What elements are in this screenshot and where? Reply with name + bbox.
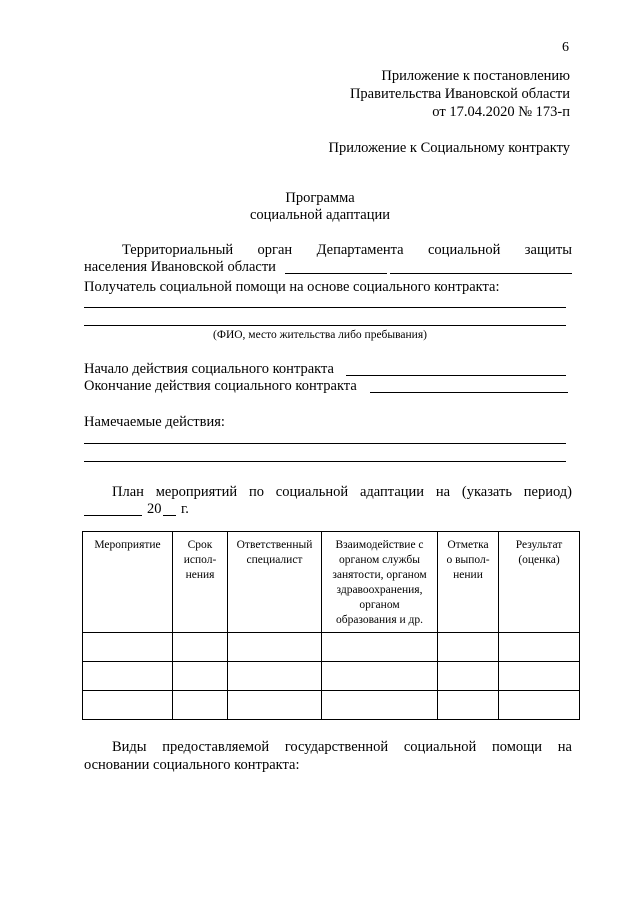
territorial-blank-2[interactable] <box>390 273 572 274</box>
plan-word: адаптации <box>359 484 425 500</box>
territorial-word: орган <box>257 242 293 258</box>
table-cell[interactable] <box>228 633 322 662</box>
territorial-word: социальной <box>428 242 501 258</box>
appendix-line-1: Приложение к постановлению <box>381 68 570 84</box>
plan-word: период) <box>523 484 572 500</box>
assistance-word: предоставляемой <box>162 739 270 755</box>
appendix-line-3: от 17.04.2020 № 173-п <box>432 104 570 120</box>
contract-end-blank[interactable] <box>370 392 568 393</box>
program-title: Программа <box>285 190 355 206</box>
territorial-word: защиты <box>524 242 572 258</box>
table-cell[interactable] <box>173 691 228 720</box>
table-cell[interactable] <box>83 691 173 720</box>
table-cell[interactable] <box>322 691 438 720</box>
plan-line-1 <box>112 484 572 501</box>
plan-word: План <box>112 484 144 500</box>
assistance-word: на <box>557 739 572 755</box>
actions-blank-2[interactable] <box>84 461 566 462</box>
table-cell[interactable] <box>438 633 499 662</box>
plan-word: социальной <box>275 484 349 500</box>
table-cell[interactable] <box>499 662 580 691</box>
header-completion-mark: Отметка о выпол- нении <box>438 532 499 633</box>
plan-word: (указать <box>461 484 512 500</box>
table-cell[interactable] <box>173 633 228 662</box>
assistance-word: помощи <box>491 739 543 755</box>
plan-year-blank[interactable] <box>163 515 176 516</box>
actions-blank-1[interactable] <box>84 443 566 444</box>
territorial-line-1 <box>122 242 572 259</box>
contract-end-label: Окончание действия социального контракта <box>84 378 357 394</box>
table-header-row <box>83 532 580 633</box>
contract-start-blank[interactable] <box>346 375 566 376</box>
contract-appendix-line: Приложение к Социальному контракту <box>328 140 570 156</box>
plan-word: на <box>435 484 451 500</box>
plan-period-blank[interactable] <box>84 515 142 516</box>
plan-word: по <box>248 484 264 500</box>
territorial-blank-1[interactable] <box>285 273 387 274</box>
header-activity: Мероприятие <box>83 532 173 633</box>
table-cell[interactable] <box>499 691 580 720</box>
header-interaction: Взаимодействие с органом службы занятости, органом здравоохранения, органом образования и др. <box>322 532 438 633</box>
assistance-word: государственной <box>284 739 389 755</box>
table-cell[interactable] <box>83 633 173 662</box>
table-cell[interactable] <box>228 662 322 691</box>
header-result: Результат (оценка) <box>499 532 580 633</box>
program-subtitle: социальной адаптации <box>249 207 391 223</box>
page-number: 6 <box>562 40 569 55</box>
table-cell[interactable] <box>322 662 438 691</box>
table-cell[interactable] <box>228 691 322 720</box>
activities-table <box>82 531 580 720</box>
assistance-line-2: основании социального контракта: <box>84 757 300 773</box>
actions-label: Намечаемые действия: <box>84 414 225 430</box>
table-cell[interactable] <box>83 662 173 691</box>
table-cell[interactable] <box>173 662 228 691</box>
header-responsible: Ответственный специалист <box>228 532 322 633</box>
recipient-label: Получатель социальной помощи на основе социального контракта: <box>84 279 500 295</box>
plan-year-suffix: г. <box>181 501 189 517</box>
table-row <box>83 691 580 720</box>
table-row <box>83 662 580 691</box>
header-deadline: Срок испол- нения <box>173 532 228 633</box>
plan-year-prefix: 20 <box>147 501 162 517</box>
assistance-word: социальной <box>403 739 477 755</box>
recipient-blank-1[interactable] <box>84 307 566 308</box>
territorial-line-2: населения Ивановской области <box>84 259 276 275</box>
table-cell[interactable] <box>438 691 499 720</box>
table-cell[interactable] <box>438 662 499 691</box>
table-cell[interactable] <box>322 633 438 662</box>
assistance-line-1 <box>112 739 572 756</box>
fio-caption: (ФИО, место жительства либо пребывания) <box>213 329 427 341</box>
assistance-word: Виды <box>112 739 147 755</box>
table-row <box>83 633 580 662</box>
territorial-word: Территориальный <box>122 242 234 258</box>
plan-word: мероприятий <box>155 484 238 500</box>
territorial-word: Департамента <box>316 242 404 258</box>
appendix-line-2: Правительства Ивановской области <box>349 86 570 102</box>
contract-start-label: Начало действия социального контракта <box>84 361 334 377</box>
table-cell[interactable] <box>499 633 580 662</box>
recipient-blank-2[interactable] <box>84 325 566 326</box>
